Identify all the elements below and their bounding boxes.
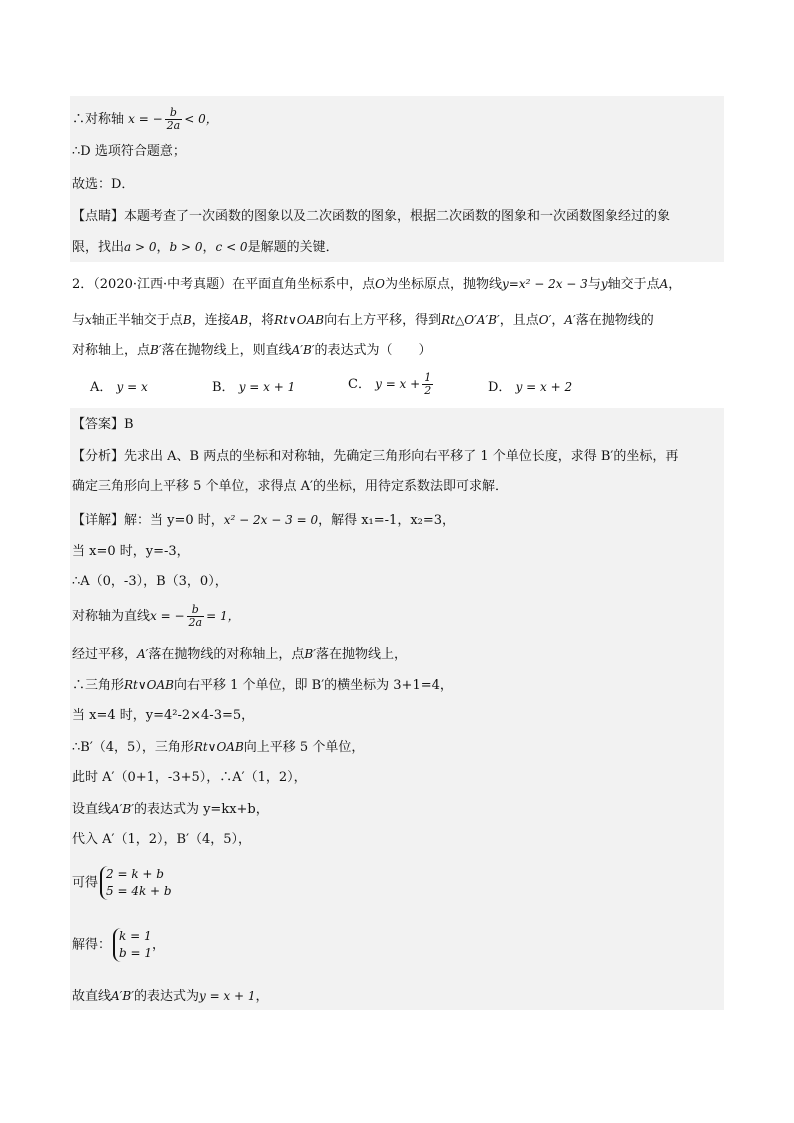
option-d-correct-line: ∴D 选项符合题意； [72,144,186,159]
choose-line: 故选：D． [72,177,135,192]
option-c[interactable]: C． y = x + $\frac{1}{2}$ [348,371,432,397]
detail-line-9: 此时 A′（0+1，-3+5），∴A′（1，2）， [72,770,307,785]
detail-line-2: 当 x=0 时，y=-3， [72,544,190,559]
answer-line: 【答案】B [72,417,134,432]
detail-line-1: 【详解】解：当 y=0 时，x² − 2x − 3 = 0，解得 x₁=-1，x₂=3， [72,513,456,528]
solution-system: k = 1 b = 1 [113,928,152,962]
analysis-line-1: 【分析】先求出 A、B 两点的坐标和对称轴，先确定三角形向右平移了 1 个单位长度，求得 B′的坐标，再 [72,449,679,464]
symmetry-axis-line: ∴对称轴 x = − $\frac{b}{2a}$ < 0， [72,106,218,132]
detail-line-6: ∴三角形Rt∨OAB向右平移 1 个单位，即 B′的横坐标为 3+1=4， [72,678,453,693]
question-line-3: 对称轴上，点B′落在抛物线上，则直线A′B′的表达式为（ ） [72,343,432,358]
option-b[interactable]: B． y = x + 1 [212,380,296,395]
detail-line-7: 当 x=4 时，y=4²-2×4-3=5， [72,708,255,723]
detail-line-3: ∴A（0，-3），B（3，0）， [72,574,228,589]
detail-line-11: 代入 A′（1，2），B′（4，5）， [72,832,252,847]
detail-line-8: ∴B′（4，5），三角形Rt∨OAB向上平移 5 个单位， [72,740,365,755]
option-a[interactable]: A． y = x [90,380,148,395]
detail-line-13: 解得：k = 1 b = 1， [72,929,166,960]
analysis-line-2: 确定三角形向上平移 5 个单位，求得点 A′的坐标，用待定系数法即可求解． [72,479,509,494]
detail-line-4: 对称轴为直线x = − $\frac{b}{2a}$ = 1， [72,603,240,629]
comment-line-1: 【点睛】本题考查了一次函数的图象以及二次函数的图象，根据二次函数的图象和一次函数图象经过的象 [72,209,671,224]
fraction: $\frac{b}{2a}$ [188,603,203,629]
fraction: $\frac{1}{2}$ [424,371,432,397]
equation-system: 2 = k + b 5 = 4k + b [100,866,172,900]
detail-line-12: 可得2 = k + b 5 = 4k + b [72,867,172,898]
question-line-2: 与x轴正半轴交于点B，连接AB，将Rt∨OAB向右上方平移，得到Rt△O′A′B′，且点O′，A′落在抛物线的 [72,313,654,328]
option-d[interactable]: D． y = x + 2 [488,380,573,395]
detail-line-5: 经过平移，A′落在抛物线的对称轴上，点B′落在抛物线上， [72,647,407,662]
comment-line-2: 限，找出a > 0，b > 0，c < 0是解题的关键． [72,240,339,255]
detail-line-14: 故直线A′B′的表达式为y = x + 1， [72,989,269,1004]
detail-line-10: 设直线A′B′的表达式为 y=kx+b， [72,802,269,817]
fraction: $\frac{b}{2a}$ [166,106,181,132]
question-line-1: 2．（2020·江西·中考真题）在平面直角坐标系中，点O为坐标原点，抛物线y=x² − 2x − 3与y轴交于点A， [72,277,682,292]
